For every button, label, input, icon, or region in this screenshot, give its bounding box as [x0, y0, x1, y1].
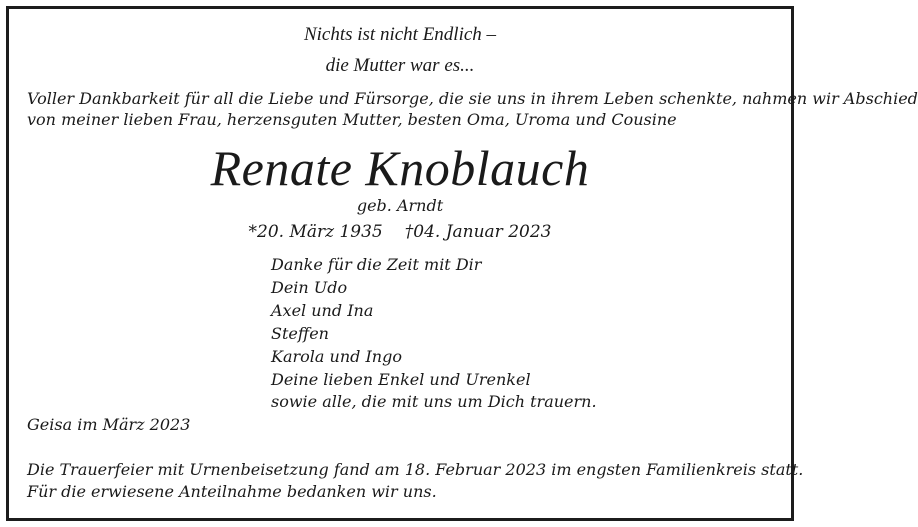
mourner-line: sowie alle, die mit uns um Dich trauern. [271, 392, 597, 412]
birth-name: geb. Arndt [356, 196, 444, 215]
life-dates [0, 222, 800, 242]
motto-line-2: die Mutter war es... [325, 55, 475, 76]
intro-line-2: von meiner lieben Frau, herzensguten Mutter, besten Oma, Uroma und Cousine [27, 110, 677, 129]
deceased-name: Renate Knoblauch [210, 140, 590, 196]
mourner-line: Steffen [271, 323, 329, 343]
mourner-line: Dein Udo [271, 277, 348, 297]
mourner-line: Danke für die Zeit mit Dir [271, 255, 482, 274]
motto-line-1: Nichts ist nicht Endlich – [303, 24, 497, 45]
mourner-line: Axel und Ina [271, 300, 374, 320]
intro-line-1: Voller Dankbarkeit für all die Liebe und Fürsorge, die sie uns in ihrem Leben schenkte, nahmen wir Abschied [27, 89, 918, 108]
mourner-line: Deine lieben Enkel und Urenkel [271, 369, 531, 389]
mourners-list [271, 254, 597, 414]
notice-line-1: Die Trauerfeier mit Urnenbeisetzung fand am 18. Februar 2023 im engsten Familienkreis statt. [27, 460, 804, 479]
place-date: Geisa im März 2023 [27, 415, 191, 434]
death-date: †04. Januar 2023 [404, 222, 552, 242]
birth-date: *20. März 1935 [248, 222, 383, 242]
notice-line-2: Für die erwiesene Anteilnahme bedanken wir uns. [27, 482, 437, 501]
mourner-line: Karola und Ingo [271, 346, 402, 366]
